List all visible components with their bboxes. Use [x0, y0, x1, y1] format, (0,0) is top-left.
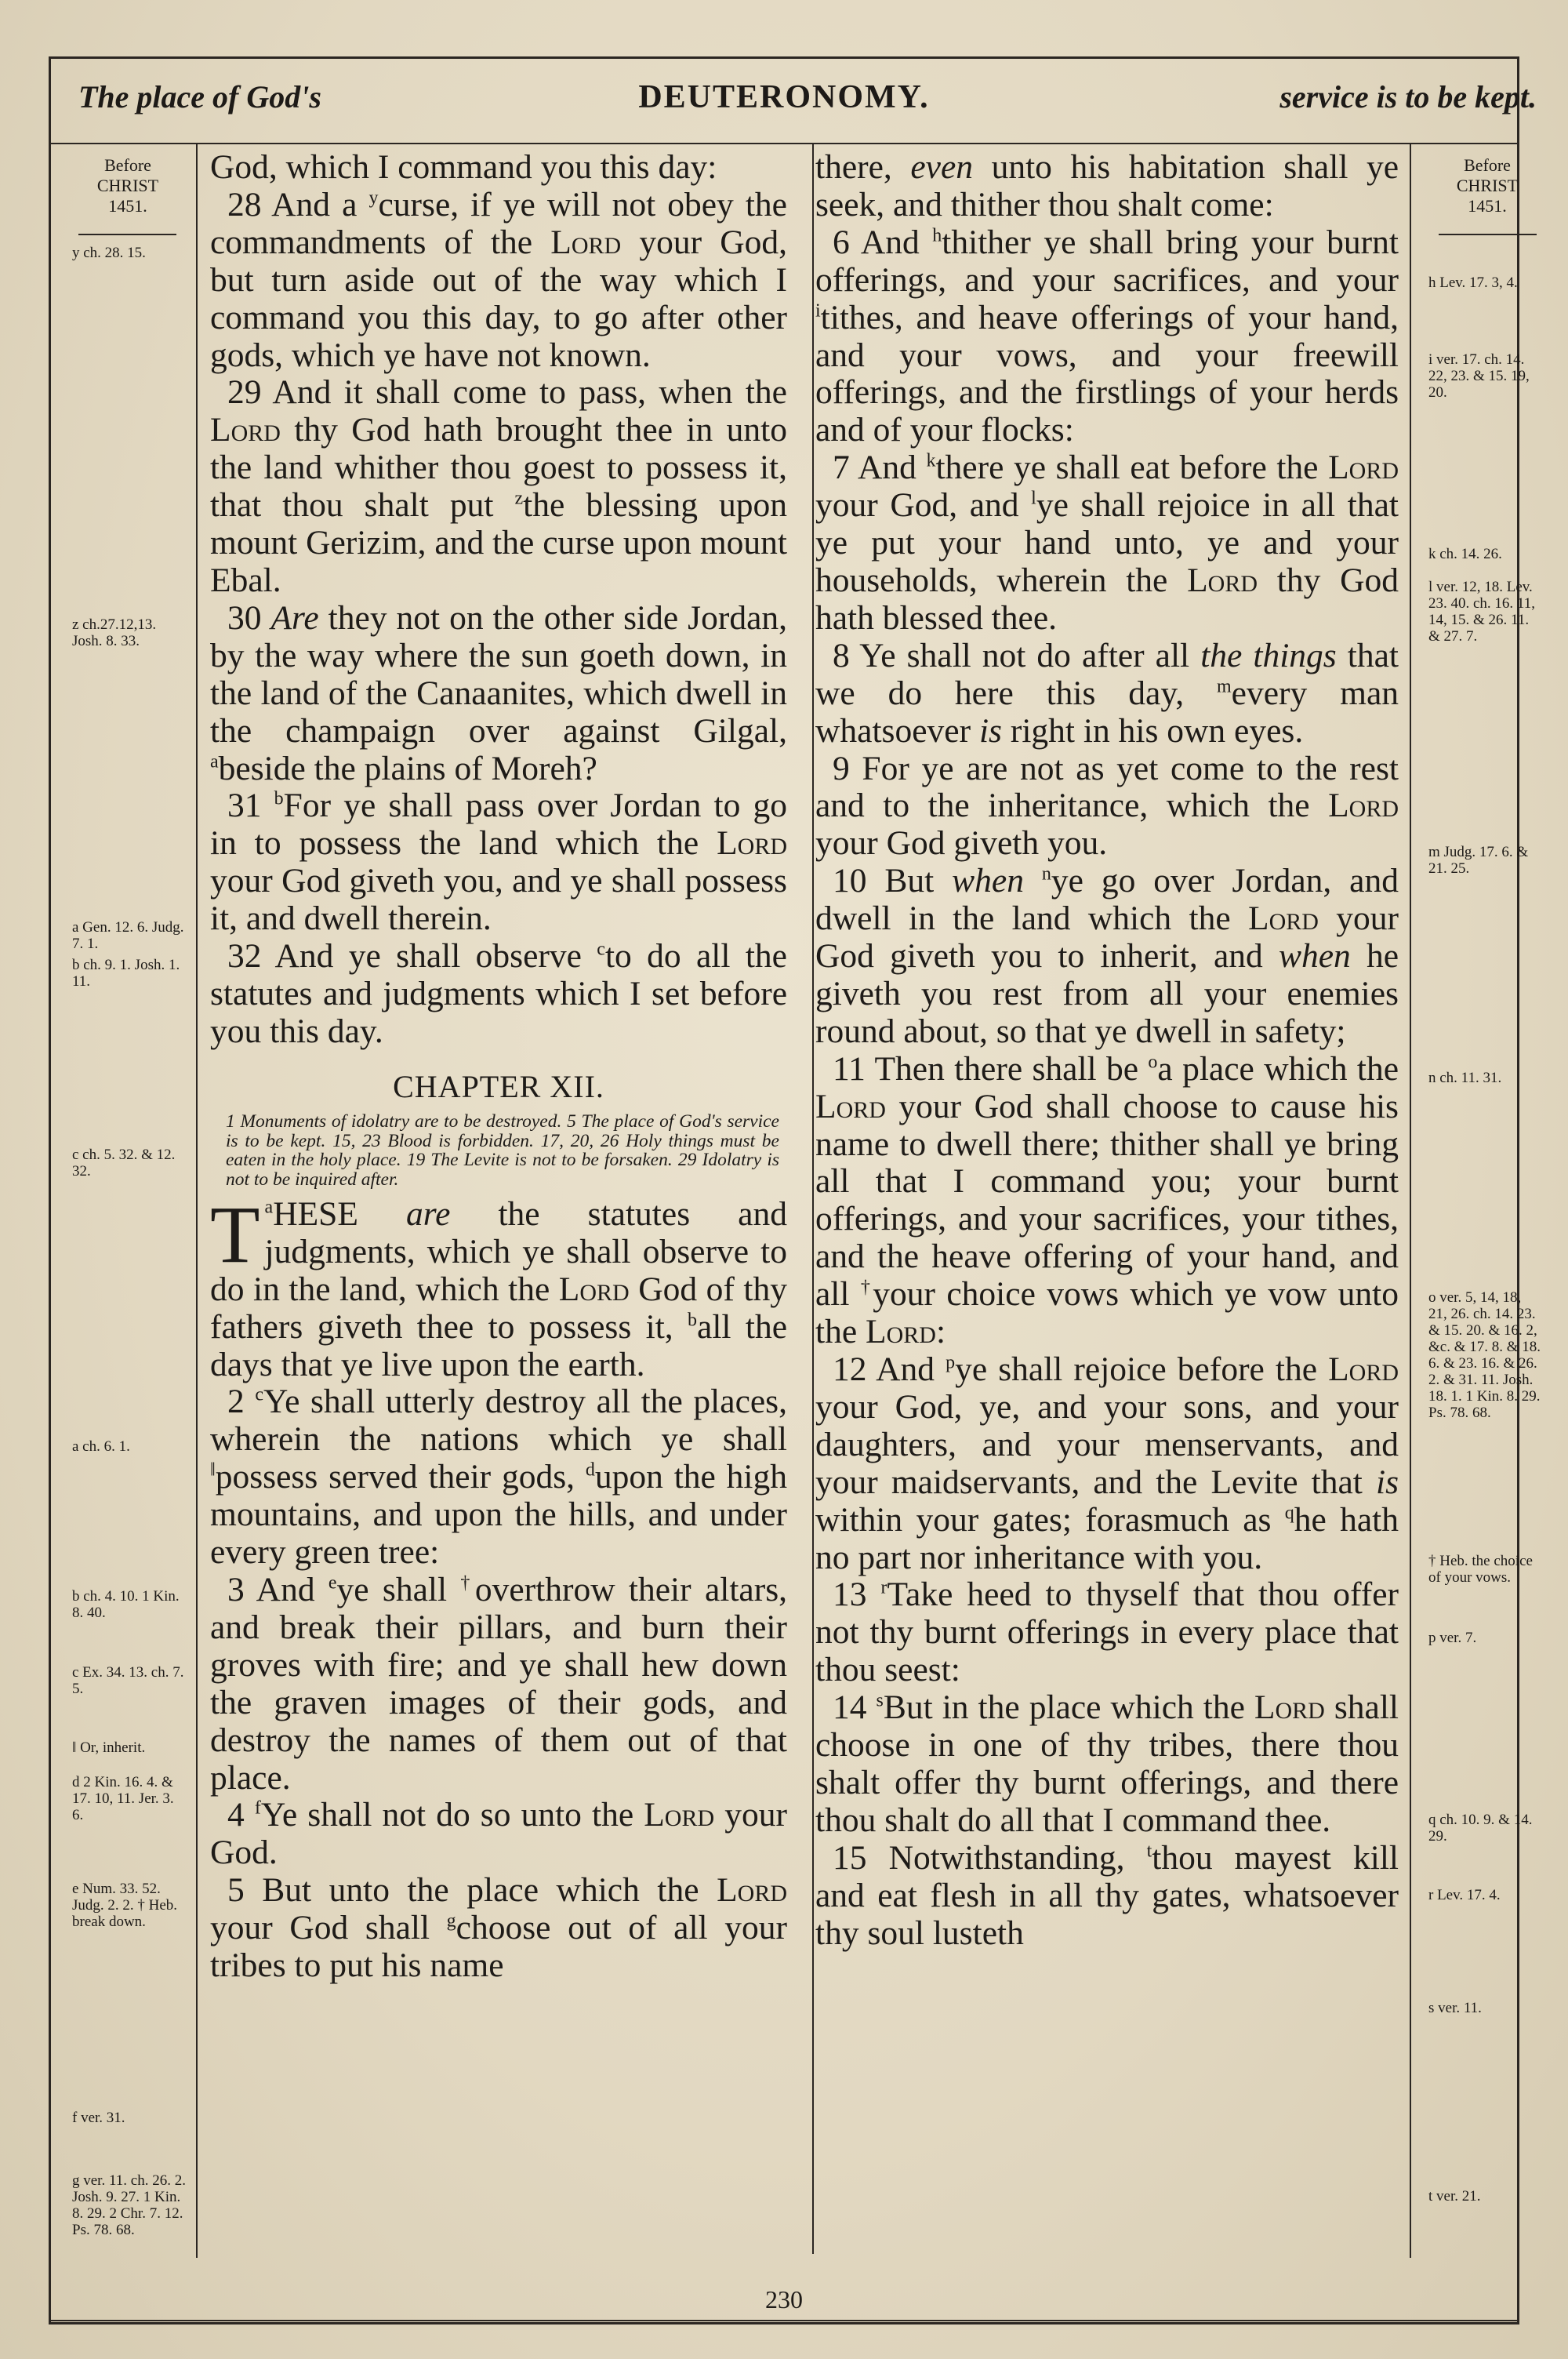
- year-label: 1451.: [1468, 196, 1507, 216]
- margin-note: d 2 Kin. 16. 4. & 17. 10, 11. Jer. 3. 6.: [72, 1774, 174, 1823]
- margin-note: a Gen. 12. 6. Judg. 7. 1.: [72, 919, 184, 952]
- verse: 8 Ye shall not do after all the things that we do here this day, $^m$every man whatsoever is right in his own eyes.: [815, 636, 1399, 750]
- verse: T $^a$HESE are the statutes and judgments, which ye shall observe to do in the land, which the Lord God of thy fathers giveth thee to possess it, $^b$all the days that ye live upon the earth.: [210, 1189, 788, 1383]
- verse: 2 $^c$Ye shall utterly destroy all the places, wherein the nations which ye shall ‖possess served their gods, $^d$upon the high mountains, and upon the hills, and under every green tree:: [210, 1383, 787, 1572]
- verse: 11 Then there shall be $^o$a place which the Lord your God shall choose to cause his name to dwell there; thither shall ye bring all that I command you; your burnt offerings, and your sacrifices, your tithes, and the heave offering of your hand, and all †your choice vows which ye vow unto the Lord:: [815, 1049, 1399, 1351]
- before-label: Before: [104, 155, 151, 175]
- margin-note: t ver. 21.: [1428, 2188, 1481, 2205]
- verse: 15 Notwithstanding, $^t$thou mayest kill and eat flesh in all thy gates, whatsoever thy soul lusteth: [815, 1838, 1399, 1952]
- right-margin-rule: [1410, 144, 1411, 2258]
- margin-note: q ch. 10. 9. & 14. 29.: [1428, 1812, 1533, 1845]
- verse: 5 But unto the place which the Lord your God shall $^g$choose out of all your tribes to put his name: [210, 1871, 787, 1985]
- margin-note: b ch. 4. 10. 1 Kin. 8. 40.: [72, 1588, 180, 1621]
- left-text-column: [210, 149, 787, 1985]
- header-rule: [49, 143, 1519, 144]
- margin-note: i ver. 17. ch. 14. 22, 23. & 15. 19, 20.: [1428, 351, 1530, 401]
- verse: 14 $^s$But in the place which the Lord shall choose in one of thy tribes, there thou shalt offer thy burnt offerings, and there thou shalt do all that I command thee.: [815, 1688, 1399, 1839]
- christ-label: CHRIST: [96, 176, 159, 195]
- margin-note: † Heb. the choice of your vows.: [1428, 1553, 1533, 1586]
- christ-label: CHRIST: [1456, 176, 1519, 195]
- verse: 28 And a $^y$curse, if ye will not obey the commandments of the Lord your God, but turn aside out of the way which I command you this day, to go after other gods, which ye have not known.: [210, 185, 788, 374]
- margin-note: b ch. 9. 1. Josh. 1. 11.: [72, 957, 180, 990]
- verse: 4 $^f$Ye shall not do so unto the Lord your God.: [210, 1796, 787, 1872]
- running-header-right: service is to be kept.: [1279, 79, 1537, 114]
- date-note-right: [1428, 155, 1546, 216]
- margin-note: k ch. 14. 26.: [1428, 546, 1502, 562]
- verse: 29 And it shall come to pass, when the Lord thy God hath brought thee in unto the land whither thou goest to possess it, that thou shalt put $^z$the blessing upon mount Gerizim, and the curse upon mount Ebal.: [210, 373, 787, 599]
- before-label: Before: [1464, 155, 1511, 175]
- margin-note: y ch. 28. 15.: [72, 245, 146, 261]
- verse: 30 Are they not on the other side Jordan, by the way where the sun goeth down, in the land of the Canaanites, which dwell in the champaign over against Gilgal, $^a$beside the plains of Moreh?: [210, 598, 787, 787]
- margin-note: m Judg. 17. 6. & 21. 25.: [1428, 844, 1529, 877]
- margin-note: o ver. 5, 14, 18, 21, 26. ch. 14. 23. & 15. 20. & 16. 2, &c. & 17. 8. & 18. 6. & 23. 16. & 26. 2. & 31. 11. Josh. 18. 1. 1 Kin. 8. 29. Ps. 78. 68.: [1428, 1289, 1541, 1421]
- margin-note: n ch. 11. 31.: [1428, 1070, 1502, 1086]
- margin-note: l ver. 12, 18. Lev. 23. 40. ch. 16. 11, 14, 15. & 26. 11. & 27. 7.: [1428, 579, 1535, 645]
- running-header-left: The place of God's: [78, 79, 321, 114]
- left-margin-rule: [196, 144, 198, 2258]
- scripture-text-left-chapter: [210, 1189, 788, 1985]
- verse: 10 But when $^n$ye go over Jordan, and dwell in the land which the Lord your God giveth you to inherit, and when he giveth you rest from all your enemies round about, so that ye dwell in safety;: [815, 862, 1399, 1050]
- margin-note: p ver. 7.: [1428, 1630, 1477, 1646]
- margin-note: a ch. 6. 1.: [72, 1438, 130, 1455]
- verse: 3 And $^e$ye shall †overthrow their altars, and break their pillars, and burn their groves with fire; and ye shall hew down the graven images of their gods, and destroy the names of them out of that place.: [210, 1571, 788, 1797]
- verse: 13 $^r$Take heed to thyself that thou offer not thy burnt offerings in every place that thou seest:: [815, 1576, 1399, 1689]
- margin-note: ‖ Or, inherit.: [72, 1739, 146, 1756]
- margin-note: c Ex. 34. 13. ch. 7. 5.: [72, 1664, 184, 1697]
- scripture-text-left: [210, 149, 787, 1051]
- chapter-heading: CHAPTER XII.: [393, 1068, 604, 1104]
- date-note-left-rule: [78, 234, 176, 235]
- verse: 7 And $^k$there ye shall eat before the Lord your God, and $^l$ye shall rejoice in all that ye put your hand unto, ye and your households, wherein the Lord thy God hath blessed thee.: [815, 449, 1399, 637]
- verse: 31 $^b$For ye shall pass over Jordan to go in to possess the land which the Lord your God giveth you, and ye shall possess it, and dwell therein.: [210, 787, 787, 938]
- margin-note: r Lev. 17. 4.: [1428, 1887, 1501, 1903]
- margin-note: h Lev. 17. 3, 4.: [1428, 274, 1518, 291]
- chapter-summary: 1 Monuments of idolatry are to be destroyed. 5 The place of God's service is to be kept. 15, 23 Blood is forbidden. 17, 20, 26 Holy things must be eaten in the holy place. 19 The Levite is not to be forsaken. 29 Idolatry is not to be inquired after.: [226, 1110, 779, 1190]
- verse: there, even unto his habitation shall ye seek, and thither thou shalt come:: [815, 148, 1399, 224]
- margin-note: e Num. 33. 52. Judg. 2. 2. † Heb. break down.: [72, 1881, 178, 1930]
- margin-note: g ver. 11. ch. 26. 2. Josh. 9. 27. 1 Kin. 8. 29. 2 Chr. 7. 12. Ps. 78. 68.: [72, 2172, 186, 2238]
- scripture-text-right: [815, 149, 1399, 1953]
- center-column-rule: [812, 144, 814, 2254]
- running-header-book-title: DEUTERONOMY.: [638, 79, 930, 115]
- verse: 12 And $^p$ye shall rejoice before the Lord your God, ye, and your sons, and your daughters, and your menservants, and your maidservants, and the Levite that is within your gates; forasmuch as $^q$he hath no part nor inheritance with you.: [815, 1350, 1399, 1576]
- margin-note: c ch. 5. 32. & 12. 32.: [72, 1147, 176, 1180]
- bottom-rule: [49, 2320, 1519, 2321]
- margin-note: f ver. 31.: [72, 2110, 125, 2126]
- page-number: 230: [765, 2285, 803, 2314]
- verse: 9 For ye are not as yet come to the rest and to the inheritance, which the Lord your God giveth you.: [815, 749, 1399, 863]
- right-text-column: [815, 149, 1399, 1953]
- margin-note: s ver. 11.: [1428, 2000, 1482, 2016]
- year-label: 1451.: [108, 196, 147, 216]
- date-note-right-rule: [1439, 234, 1537, 235]
- verse: 6 And $^h$thither ye shall bring your burnt offerings, and your sacrifices, and your $^i$tithes, and heave offerings of your hand, and your vows, and your freewill offerings, and the firstlings of your herds and of your flocks:: [815, 223, 1399, 449]
- margin-note: z ch.27.12,13. Josh. 8. 33.: [72, 616, 157, 649]
- date-note-left: [69, 155, 187, 216]
- verse: God, which I command you this day:: [210, 148, 717, 186]
- verse: 32 And ye shall observe $^c$to do all the statutes and judgments which I set before you this day.: [210, 937, 787, 1050]
